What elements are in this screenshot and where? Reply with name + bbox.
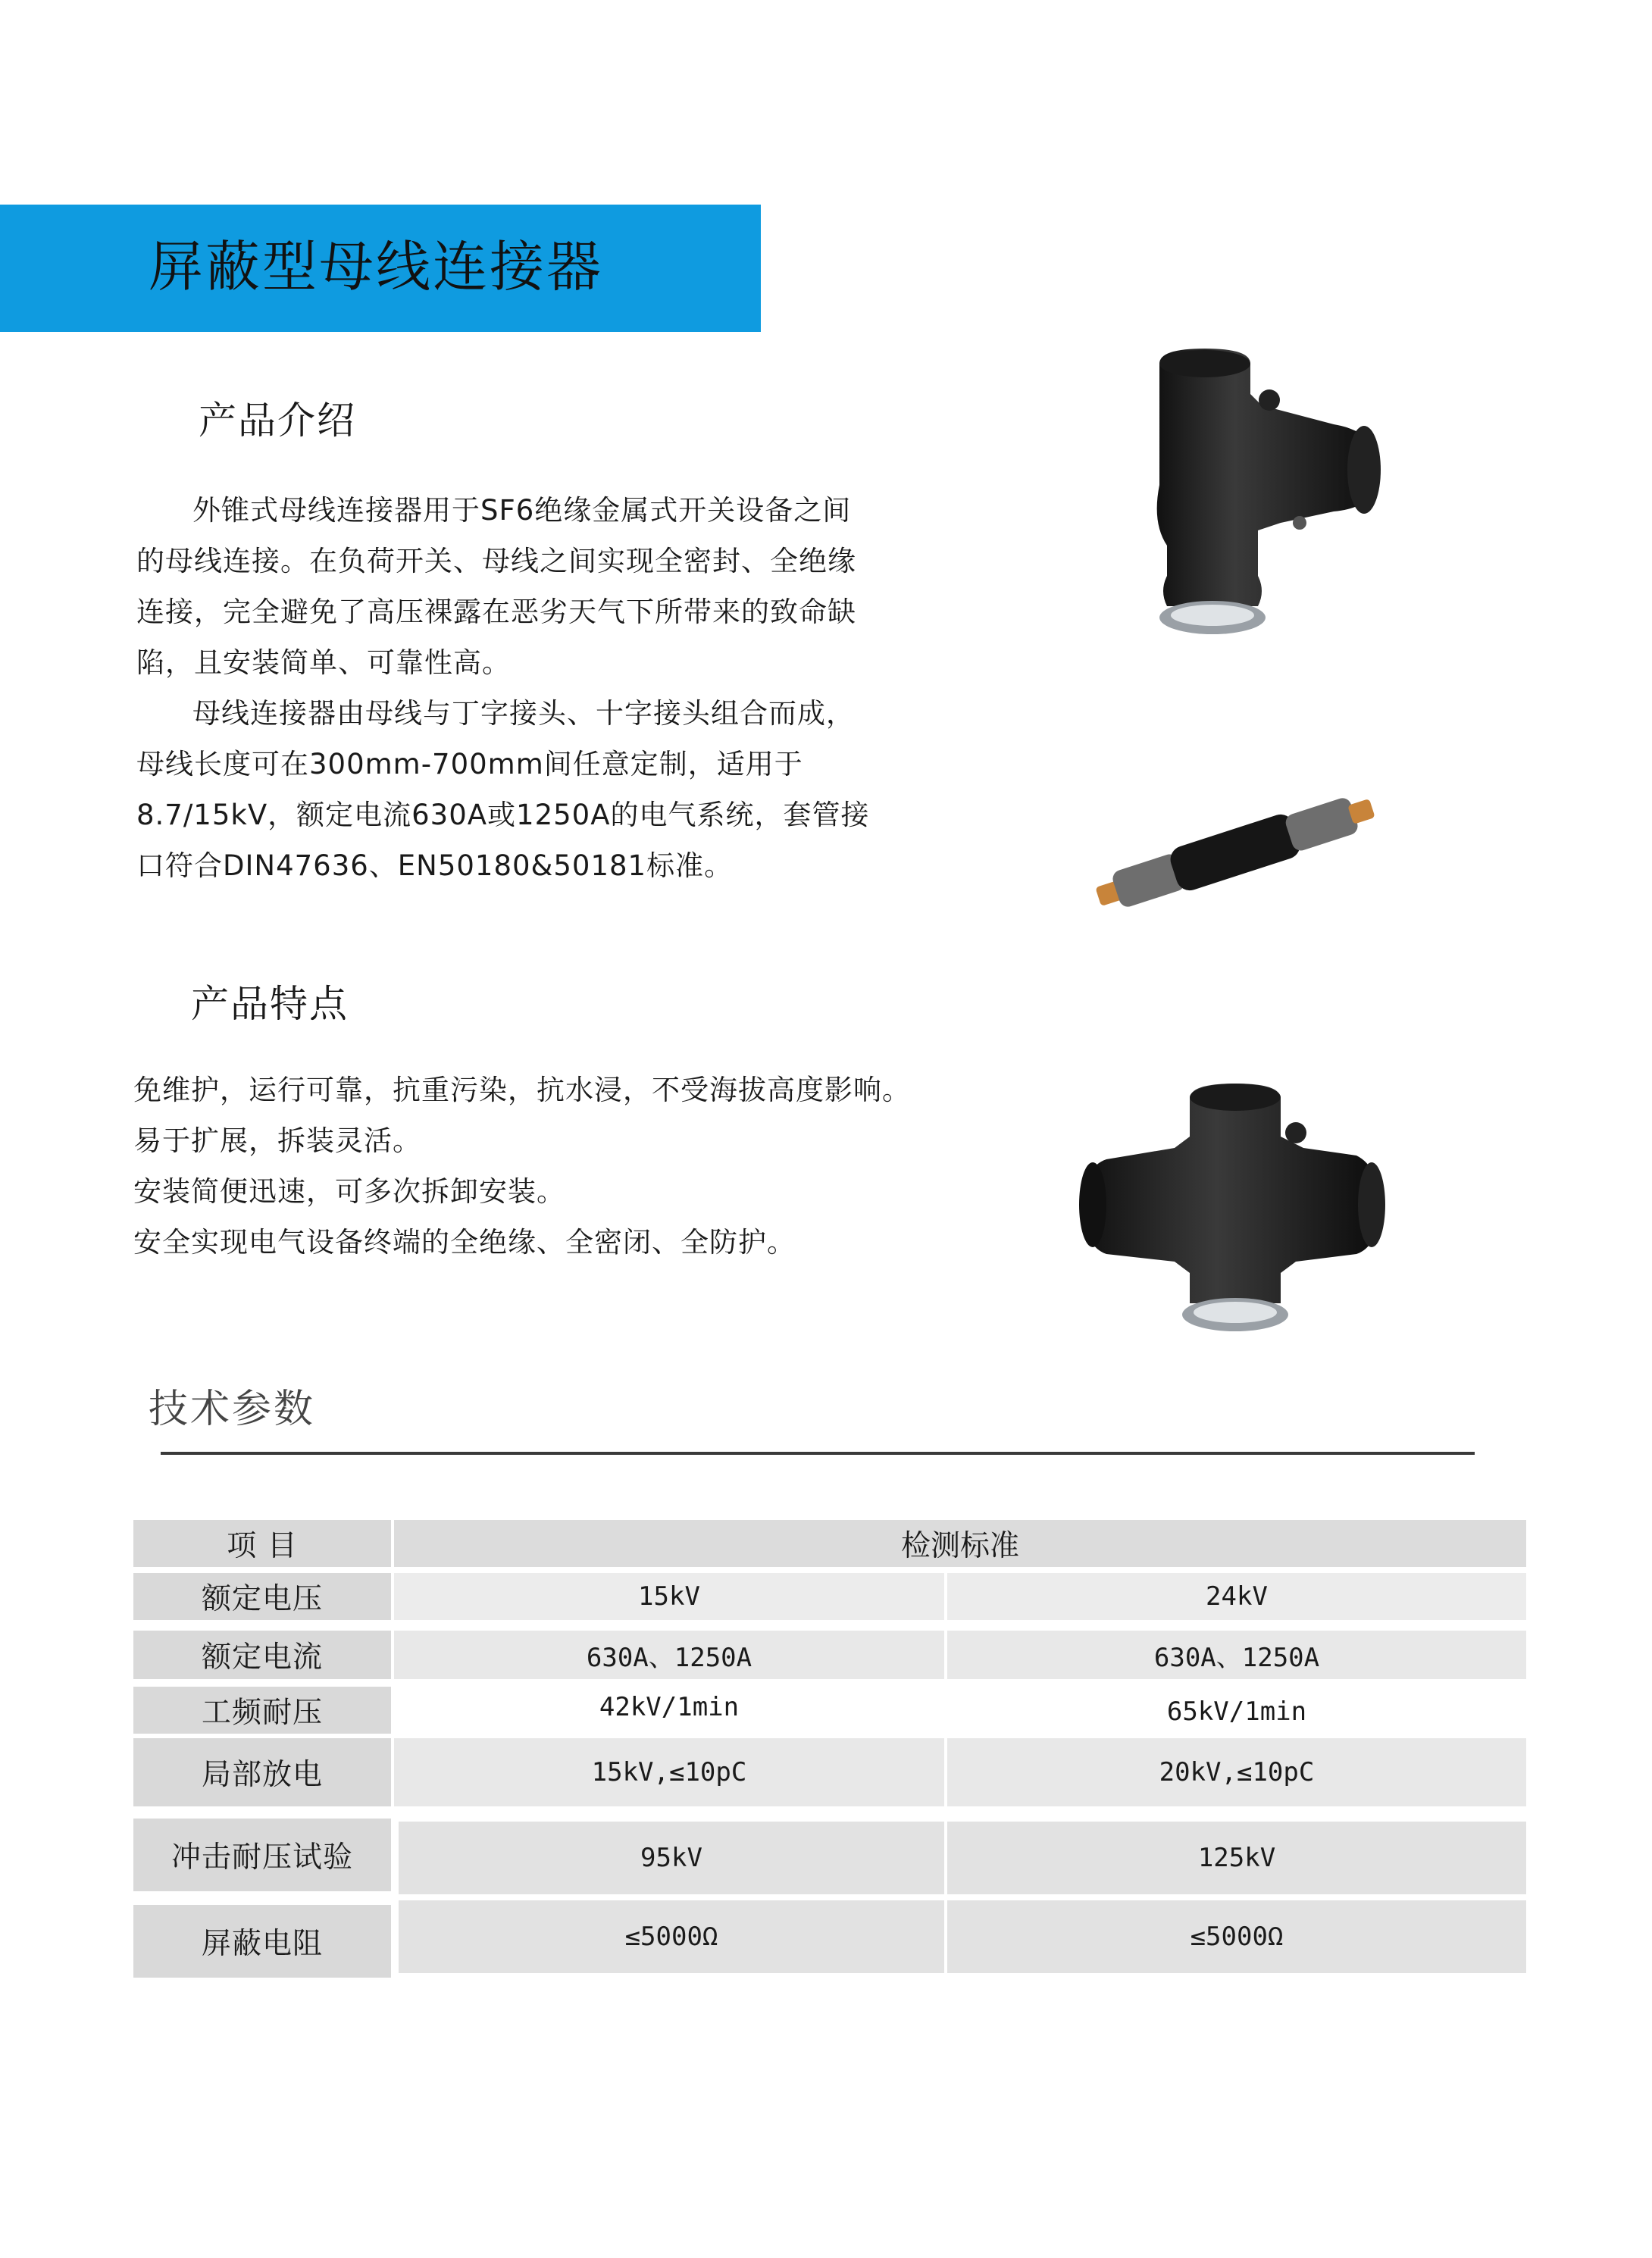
intro-text xyxy=(136,485,879,891)
table-cell: 95kV xyxy=(399,1822,944,1894)
table-cell: 20kV,≤10pC xyxy=(947,1738,1526,1806)
feature-item: 易于扩展，拆装灵活。 xyxy=(133,1124,421,1157)
table-row-label: 屏蔽电阻 xyxy=(133,1905,391,1978)
intro-paragraph-1: 外锥式母线连接器用于SF6绝缘金属式开关设备之间的母线连接。在负荷开关、母线之间实现全密封、全绝缘连接，完全避免了高压裸露在恶劣天气下所带来的致命缺陷，且安装简单、可靠性高。 xyxy=(136,494,856,679)
table-cell: ≤5000Ω xyxy=(399,1900,944,1973)
table-row-label: 额定电压 xyxy=(133,1573,391,1620)
page-title: 屏蔽型母线连接器 xyxy=(149,235,604,299)
table-row-label: 冲击耐压试验 xyxy=(133,1819,391,1891)
section-divider xyxy=(161,1452,1475,1455)
busbar-image xyxy=(1076,796,1394,909)
feature-item: 安装简便迅速，可多次拆卸安装。 xyxy=(133,1175,565,1208)
table-cell: 630A、1250A xyxy=(394,1631,944,1679)
features-heading: 产品特点 xyxy=(191,982,349,1026)
table-row-label: 工频耐压 xyxy=(133,1687,391,1734)
feature-item: 安全实现电气设备终端的全绝缘、全密闭、全防护。 xyxy=(133,1226,796,1259)
title-banner xyxy=(0,205,761,332)
table-cell: 65kV/1min xyxy=(947,1688,1526,1735)
table-row-label: 额定电流 xyxy=(133,1631,391,1679)
feature-item: 免维护，运行可靠，抗重污染，抗水浸，不受海拔高度影响。 xyxy=(133,1074,911,1106)
cross-connector-image xyxy=(1076,1084,1394,1341)
table-cell: ≤5000Ω xyxy=(947,1900,1526,1973)
intro-heading: 产品介绍 xyxy=(199,399,356,443)
table-cell: 630A、1250A xyxy=(947,1631,1526,1679)
table-row-label: 局部放电 xyxy=(133,1738,391,1806)
table-header-item: 项 目 xyxy=(133,1520,391,1567)
table-cell: 125kV xyxy=(947,1822,1526,1894)
tech-heading: 技术参数 xyxy=(149,1387,316,1432)
table-cell: 15kV xyxy=(394,1573,944,1620)
features-list xyxy=(133,1065,911,1268)
intro-paragraph-2: 母线连接器由母线与丁字接头、十字接头组合而成，母线长度可在300mm-700mm间任意定制，适用于8.7/15kV，额定电流630A或1250A的电气系统，套管接口符合DIN47636、EN50180&50181标准。 xyxy=(136,697,870,882)
table-header-standard: 检测标准 xyxy=(394,1520,1526,1567)
table-cell: 24kV xyxy=(947,1573,1526,1620)
table-cell: 15kV,≤10pC xyxy=(394,1738,944,1806)
table-cell: 42kV/1min xyxy=(394,1684,944,1731)
t-connector-image xyxy=(1137,349,1394,636)
